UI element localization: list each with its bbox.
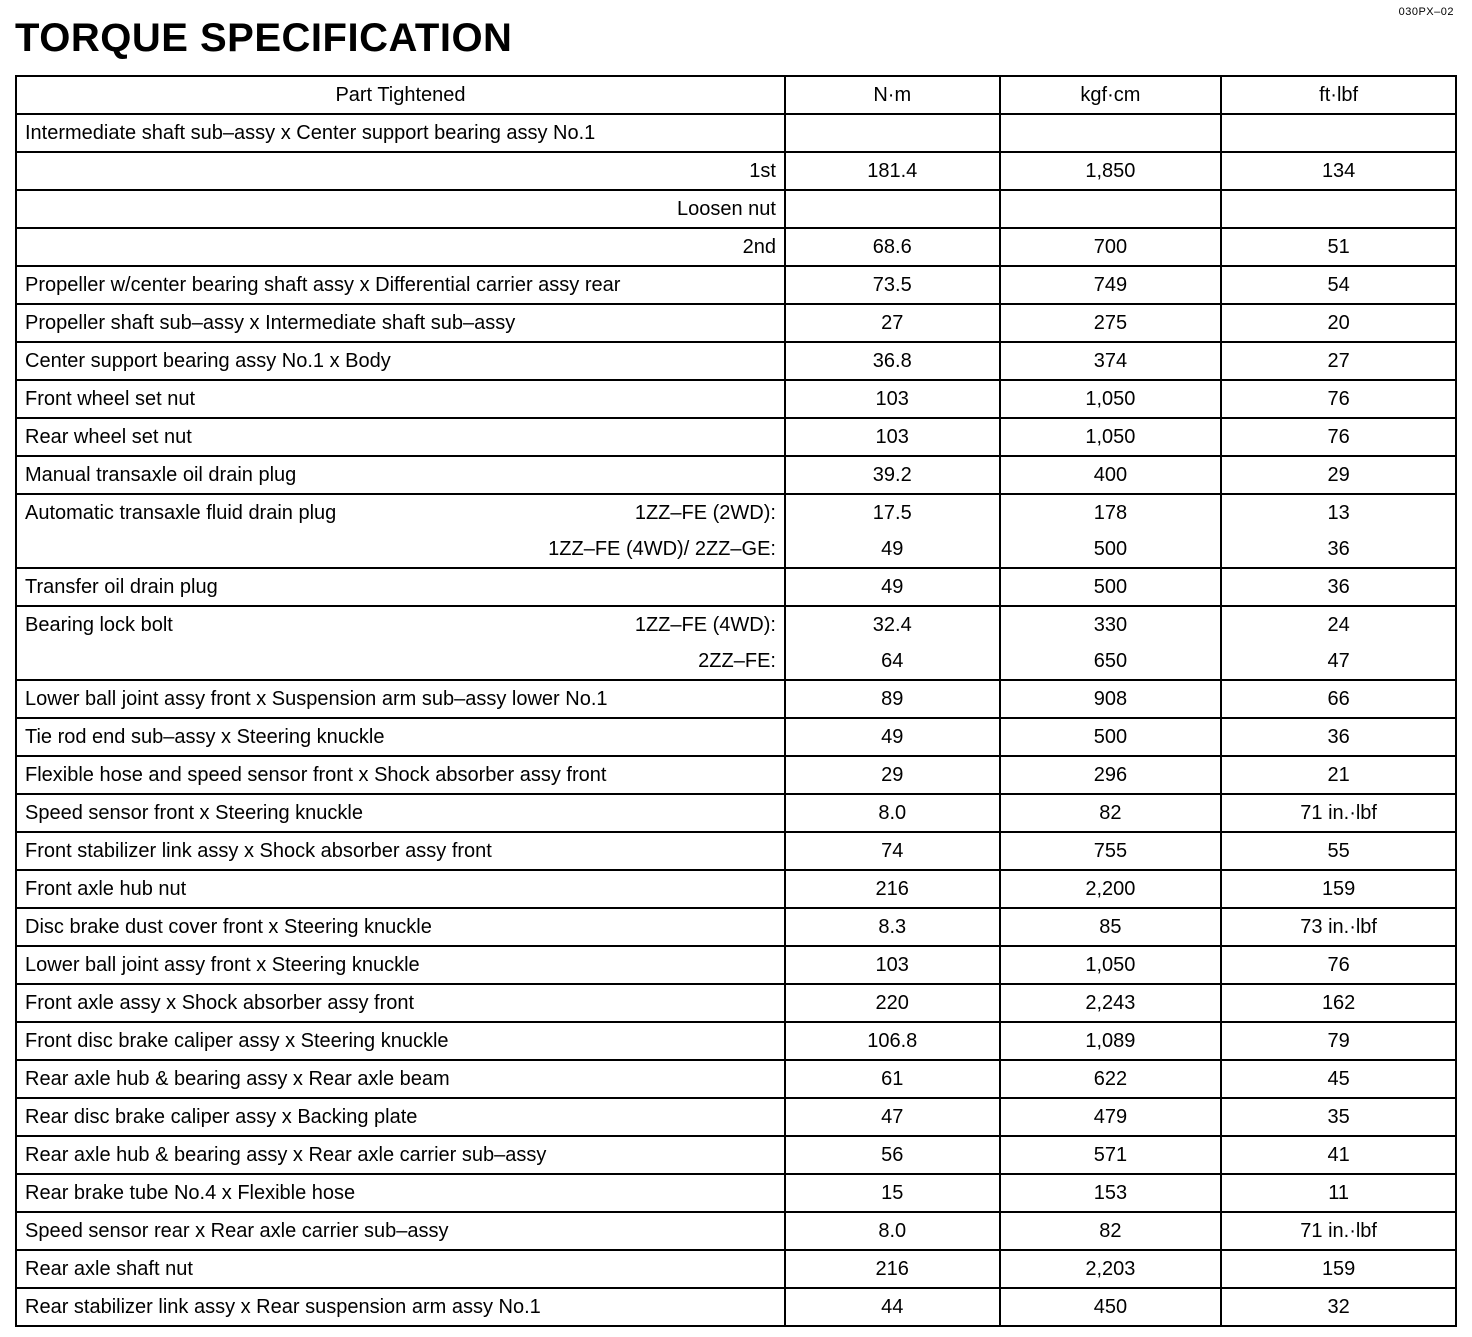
part-label (25, 153, 31, 189)
part-label: Rear axle shaft nut (25, 1258, 193, 1280)
value-line: 71 in.·lbf (1300, 802, 1377, 824)
kgfcm-value-cell (1000, 1250, 1222, 1288)
value-line: 73 in.·lbf (1300, 916, 1377, 938)
table-row (16, 794, 1456, 832)
kgfcm-value-cell (1000, 304, 1222, 342)
nm-value-cell (785, 1098, 1000, 1136)
part-step-labels (749, 153, 776, 189)
part-step-line: 1st (749, 160, 776, 182)
part-label: Speed sensor rear x Rear axle carrier sub–assy (25, 1220, 449, 1242)
table-row (16, 1098, 1456, 1136)
nm-value-cell (785, 1212, 1000, 1250)
part-tightened-cell (16, 1022, 785, 1060)
value-line: 21 (1327, 764, 1350, 786)
part-step-line: Loosen nut (676, 198, 776, 220)
value-line: 749 (1093, 274, 1128, 296)
part-tightened-cell (16, 456, 785, 494)
value-line (1230, 191, 1447, 227)
value-line: 66 (1327, 688, 1350, 710)
part-label: Propeller w/center bearing shaft assy x Differential carrier assy rear (25, 274, 621, 296)
value-line: 47 (1327, 650, 1350, 672)
part-label: Front disc brake caliper assy x Steering knuckle (25, 1030, 449, 1052)
part-label: Rear brake tube No.4 x Flexible hose (25, 1182, 356, 1204)
nm-value-cell (785, 494, 1000, 568)
nm-value-cell (785, 190, 1000, 228)
nm-value-cell (785, 342, 1000, 380)
kgfcm-value-cell (1000, 152, 1222, 190)
value-line: 45 (1327, 1068, 1350, 1090)
ftlbf-value-cell (1221, 1022, 1456, 1060)
ftlbf-value-cell (1221, 794, 1456, 832)
value-line: 64 (881, 650, 904, 672)
part-label: Front wheel set nut (25, 388, 196, 410)
value-line: 159 (1321, 878, 1356, 900)
table-row (16, 1136, 1456, 1174)
nm-value-cell (785, 832, 1000, 870)
ftlbf-value-cell (1221, 606, 1456, 680)
ftlbf-value-cell (1221, 342, 1456, 380)
part-label: Front axle assy x Shock absorber assy front (25, 992, 415, 1014)
part-tightened-cell (16, 832, 785, 870)
value-line: 13 (1327, 502, 1350, 524)
ftlbf-value-cell (1221, 832, 1456, 870)
value-line: 153 (1093, 1182, 1128, 1204)
value-line: 216 (875, 1258, 909, 1280)
nm-value-cell (785, 1060, 1000, 1098)
table-row (16, 266, 1456, 304)
kgfcm-value-cell (1000, 190, 1222, 228)
kgfcm-value-cell (1000, 680, 1222, 718)
nm-value-cell (785, 1250, 1000, 1288)
value-line: 181.4 (867, 160, 918, 182)
nm-value-cell (785, 1136, 1000, 1174)
part-label: Manual transaxle oil drain plug (25, 464, 297, 486)
table-row (16, 1212, 1456, 1250)
part-label: Rear axle hub & bearing assy x Rear axle beam (25, 1068, 450, 1090)
nm-value-cell (785, 794, 1000, 832)
nm-value-cell (785, 984, 1000, 1022)
value-line: 41 (1327, 1144, 1350, 1166)
table-row (16, 190, 1456, 228)
value-line: 82 (1099, 802, 1122, 824)
ftlbf-value-cell (1221, 228, 1456, 266)
ftlbf-value-cell (1221, 418, 1456, 456)
kgfcm-value-cell (1000, 1022, 1222, 1060)
part-step-labels (677, 191, 776, 227)
value-line: 296 (1093, 764, 1128, 786)
kgfcm-value-cell (1000, 380, 1222, 418)
value-line: 106.8 (867, 1030, 918, 1052)
value-line: 89 (881, 688, 904, 710)
ftlbf-value-cell (1221, 756, 1456, 794)
kgfcm-value-cell (1000, 456, 1222, 494)
value-line: 51 (1327, 236, 1350, 258)
nm-value-cell (785, 718, 1000, 756)
ftlbf-value-cell (1221, 1136, 1456, 1174)
value-line: 159 (1321, 1258, 1356, 1280)
part-step-line: 2nd (742, 236, 776, 258)
table-row (16, 228, 1456, 266)
value-line: 1,050 (1085, 388, 1136, 410)
value-line: 27 (1327, 350, 1350, 372)
ftlbf-value-cell (1221, 152, 1456, 190)
nm-value-cell (785, 380, 1000, 418)
value-line: 500 (1093, 726, 1128, 748)
value-line: 32.4 (872, 614, 912, 636)
kgfcm-value-cell (1000, 1060, 1222, 1098)
part-tightened-cell (16, 1288, 785, 1326)
value-line (794, 115, 991, 151)
ftlbf-value-cell (1221, 908, 1456, 946)
value-line: 47 (881, 1106, 904, 1128)
nm-value-cell (785, 1022, 1000, 1060)
value-line: 36.8 (872, 350, 912, 372)
part-step-labels (635, 607, 776, 679)
kgfcm-value-cell (1000, 114, 1222, 152)
table-row (16, 456, 1456, 494)
part-label: Automatic transaxle fluid drain plug (25, 502, 337, 524)
value-line: 76 (1327, 426, 1350, 448)
value-line: 1,850 (1085, 160, 1136, 182)
nm-value-cell (785, 568, 1000, 606)
part-label (25, 229, 31, 265)
value-line: 71 in.·lbf (1300, 1220, 1377, 1242)
value-line: 85 (1099, 916, 1122, 938)
part-label: Lower ball joint assy front x Steering knuckle (25, 954, 420, 976)
nm-value-cell (785, 418, 1000, 456)
value-line: 908 (1093, 688, 1128, 710)
value-line: 11 (1328, 1182, 1350, 1204)
ftlbf-value-cell (1221, 456, 1456, 494)
part-tightened-cell (16, 984, 785, 1022)
table-row (16, 494, 1456, 568)
nm-value-cell (785, 456, 1000, 494)
value-line: 39.2 (872, 464, 912, 486)
part-step-line: 1ZZ–FE (4WD): (634, 614, 776, 636)
value-line: 2,243 (1085, 992, 1136, 1014)
value-line: 500 (1093, 538, 1128, 560)
value-line: 55 (1327, 840, 1350, 862)
part-tightened-cell (16, 606, 785, 680)
ftlbf-value-cell (1221, 946, 1456, 984)
table-row (16, 380, 1456, 418)
kgfcm-value-cell (1000, 1212, 1222, 1250)
value-line: 8.3 (878, 916, 907, 938)
nm-value-cell (785, 680, 1000, 718)
table-row (16, 114, 1456, 152)
part-tightened-cell (16, 152, 785, 190)
value-line: 44 (881, 1296, 904, 1318)
part-tightened-cell (16, 380, 785, 418)
value-line: 275 (1093, 312, 1128, 334)
value-line: 49 (881, 576, 904, 598)
value-line: 330 (1093, 614, 1128, 636)
ftlbf-value-cell (1221, 984, 1456, 1022)
table-row (16, 680, 1456, 718)
value-line: 8.0 (878, 802, 907, 824)
value-line: 216 (875, 878, 909, 900)
table-row (16, 756, 1456, 794)
nm-value-cell (785, 228, 1000, 266)
part-tightened-cell (16, 870, 785, 908)
value-line: 178 (1093, 502, 1128, 524)
nm-value-cell (785, 152, 1000, 190)
value-line: 20 (1327, 312, 1350, 334)
part-tightened-cell (16, 342, 785, 380)
table-row (16, 568, 1456, 606)
part-tightened-cell (16, 756, 785, 794)
part-label: Rear disc brake caliper assy x Backing plate (25, 1106, 418, 1128)
table-row (16, 908, 1456, 946)
ftlbf-value-cell (1221, 568, 1456, 606)
kgfcm-value-cell (1000, 494, 1222, 568)
value-line: 103 (875, 954, 909, 976)
part-tightened-cell (16, 794, 785, 832)
value-line: 73.5 (872, 274, 912, 296)
value-line: 61 (881, 1068, 904, 1090)
part-label: Disc brake dust cover front x Steering knuckle (25, 916, 432, 938)
value-line: 1,050 (1085, 954, 1136, 976)
ftlbf-value-cell (1221, 494, 1456, 568)
kgfcm-value-cell (1000, 342, 1222, 380)
value-line: 400 (1093, 464, 1128, 486)
part-label: Center support bearing assy No.1 x Body (25, 350, 391, 372)
col-header-part-tightened: Part Tightened (16, 76, 785, 114)
part-tightened-cell (16, 1212, 785, 1250)
table-row (16, 606, 1456, 680)
page-title: TORQUE SPECIFICATION (15, 16, 513, 60)
table-row (16, 1250, 1456, 1288)
value-line: 17.5 (872, 502, 912, 524)
kgfcm-value-cell (1000, 870, 1222, 908)
nm-value-cell (785, 908, 1000, 946)
part-label: Rear stabilizer link assy x Rear suspension arm assy No.1 (25, 1296, 541, 1318)
table-row (16, 418, 1456, 456)
value-line: 8.0 (878, 1220, 907, 1242)
part-tightened-cell (16, 190, 785, 228)
value-line: 15 (881, 1182, 904, 1204)
table-row (16, 984, 1456, 1022)
torque-table-body (16, 114, 1456, 1326)
ftlbf-value-cell (1221, 304, 1456, 342)
value-line: 1,050 (1085, 426, 1136, 448)
kgfcm-value-cell (1000, 606, 1222, 680)
ftlbf-value-cell (1221, 1212, 1456, 1250)
part-tightened-cell (16, 266, 785, 304)
kgfcm-value-cell (1000, 794, 1222, 832)
value-line: 479 (1093, 1106, 1128, 1128)
value-line: 1,089 (1085, 1030, 1136, 1052)
kgfcm-value-cell (1000, 718, 1222, 756)
value-line: 49 (881, 538, 904, 560)
value-line: 27 (881, 312, 904, 334)
ftlbf-value-cell (1221, 266, 1456, 304)
table-row (16, 152, 1456, 190)
value-line: 82 (1099, 1220, 1122, 1242)
nm-value-cell (785, 606, 1000, 680)
nm-value-cell (785, 114, 1000, 152)
kgfcm-value-cell (1000, 756, 1222, 794)
part-tightened-cell (16, 718, 785, 756)
part-step-line: 2ZZ–FE: (698, 650, 776, 672)
value-line: 54 (1327, 274, 1350, 296)
part-tightened-cell (16, 1136, 785, 1174)
value-line: 700 (1093, 236, 1128, 258)
value-line: 162 (1321, 992, 1356, 1014)
value-line: 103 (875, 388, 909, 410)
part-tightened-cell (16, 494, 785, 568)
table-row (16, 1288, 1456, 1326)
table-row (16, 718, 1456, 756)
ftlbf-value-cell (1221, 114, 1456, 152)
col-header-kgfcm: kgf·cm (1000, 76, 1222, 114)
value-line: 2,200 (1085, 878, 1136, 900)
part-label: Tie rod end sub–assy x Steering knuckle (25, 726, 385, 748)
table-row (16, 1174, 1456, 1212)
kgfcm-value-cell (1000, 568, 1222, 606)
kgfcm-value-cell (1000, 228, 1222, 266)
kgfcm-value-cell (1000, 1136, 1222, 1174)
kgfcm-value-cell (1000, 984, 1222, 1022)
value-line: 450 (1093, 1296, 1128, 1318)
part-tightened-cell (16, 680, 785, 718)
part-step-line: 1ZZ–FE (4WD)/ 2ZZ–GE: (548, 538, 776, 560)
value-line: 374 (1093, 350, 1128, 372)
value-line: 103 (875, 426, 909, 448)
part-tightened-cell (16, 1060, 785, 1098)
value-line: 622 (1093, 1068, 1128, 1090)
part-label: Speed sensor front x Steering knuckle (25, 802, 363, 824)
part-tightened-cell (16, 1250, 785, 1288)
part-tightened-cell (16, 304, 785, 342)
nm-value-cell (785, 870, 1000, 908)
value-line (1230, 115, 1447, 151)
value-line: 2,203 (1085, 1258, 1136, 1280)
kgfcm-value-cell (1000, 1288, 1222, 1326)
part-step-line: 1ZZ–FE (2WD): (634, 502, 776, 524)
part-label: Flexible hose and speed sensor front x Shock absorber assy front (25, 764, 607, 786)
part-tightened-cell (16, 1174, 785, 1212)
ftlbf-value-cell (1221, 1060, 1456, 1098)
ftlbf-value-cell (1221, 190, 1456, 228)
ftlbf-value-cell (1221, 1288, 1456, 1326)
kgfcm-value-cell (1000, 946, 1222, 984)
value-line: 36 (1327, 538, 1350, 560)
part-label: Front stabilizer link assy x Shock absorber assy front (25, 840, 492, 862)
value-line: 29 (1327, 464, 1350, 486)
kgfcm-value-cell (1000, 832, 1222, 870)
value-line: 49 (881, 726, 904, 748)
table-row (16, 870, 1456, 908)
value-line: 76 (1327, 954, 1350, 976)
part-label: Lower ball joint assy front x Suspension arm sub–assy lower No.1 (25, 688, 608, 710)
value-line: 35 (1327, 1106, 1350, 1128)
kgfcm-value-cell (1000, 1098, 1222, 1136)
table-row (16, 1022, 1456, 1060)
table-header-row (16, 76, 1456, 114)
table-row (16, 1060, 1456, 1098)
ftlbf-value-cell (1221, 380, 1456, 418)
doc-code: 030PX–02 (1398, 6, 1454, 18)
value-line: 650 (1093, 650, 1128, 672)
value-line: 32 (1327, 1296, 1350, 1318)
kgfcm-value-cell (1000, 266, 1222, 304)
value-line: 56 (881, 1144, 904, 1166)
value-line: 755 (1093, 840, 1128, 862)
nm-value-cell (785, 266, 1000, 304)
part-tightened-cell (16, 114, 785, 152)
part-label: Intermediate shaft sub–assy x Center support bearing assy No.1 (25, 122, 596, 144)
table-row (16, 304, 1456, 342)
value-line: 571 (1093, 1144, 1128, 1166)
ftlbf-value-cell (1221, 870, 1456, 908)
part-label: Rear wheel set nut (25, 426, 192, 448)
part-tightened-cell (16, 568, 785, 606)
part-tightened-cell (16, 946, 785, 984)
table-row (16, 832, 1456, 870)
ftlbf-value-cell (1221, 1250, 1456, 1288)
value-line: 36 (1327, 726, 1350, 748)
kgfcm-value-cell (1000, 418, 1222, 456)
value-line: 79 (1327, 1030, 1350, 1052)
table-row (16, 342, 1456, 380)
value-line: 29 (881, 764, 904, 786)
value-line: 68.6 (872, 236, 912, 258)
part-label: Bearing lock bolt (25, 614, 173, 636)
table-row (16, 946, 1456, 984)
value-line (1009, 191, 1213, 227)
kgfcm-value-cell (1000, 1174, 1222, 1212)
nm-value-cell (785, 756, 1000, 794)
value-line: 220 (875, 992, 909, 1014)
value-line: 134 (1321, 160, 1356, 182)
value-line (794, 191, 991, 227)
part-tightened-cell (16, 228, 785, 266)
value-line: 74 (881, 840, 904, 862)
torque-specification-table (15, 75, 1457, 1327)
nm-value-cell (785, 304, 1000, 342)
part-step-labels (548, 495, 776, 567)
part-step-labels (743, 229, 776, 265)
part-tightened-cell (16, 908, 785, 946)
nm-value-cell (785, 946, 1000, 984)
col-header-ftlbf: ft·lbf (1221, 76, 1456, 114)
value-line: 500 (1093, 576, 1128, 598)
ftlbf-value-cell (1221, 718, 1456, 756)
nm-value-cell (785, 1174, 1000, 1212)
ftlbf-value-cell (1221, 680, 1456, 718)
value-line (1009, 115, 1213, 151)
value-line: 36 (1327, 576, 1350, 598)
ftlbf-value-cell (1221, 1098, 1456, 1136)
part-label: Front axle hub nut (25, 878, 187, 900)
part-label: Transfer oil drain plug (25, 576, 218, 598)
part-label (25, 191, 31, 227)
kgfcm-value-cell (1000, 908, 1222, 946)
part-tightened-cell (16, 418, 785, 456)
col-header-nm: N·m (785, 76, 1000, 114)
part-label: Rear axle hub & bearing assy x Rear axle carrier sub–assy (25, 1144, 547, 1166)
part-tightened-cell (16, 1098, 785, 1136)
part-label: Propeller shaft sub–assy x Intermediate shaft sub–assy (25, 312, 516, 334)
nm-value-cell (785, 1288, 1000, 1326)
value-line: 76 (1327, 388, 1350, 410)
value-line: 24 (1327, 614, 1350, 636)
ftlbf-value-cell (1221, 1174, 1456, 1212)
